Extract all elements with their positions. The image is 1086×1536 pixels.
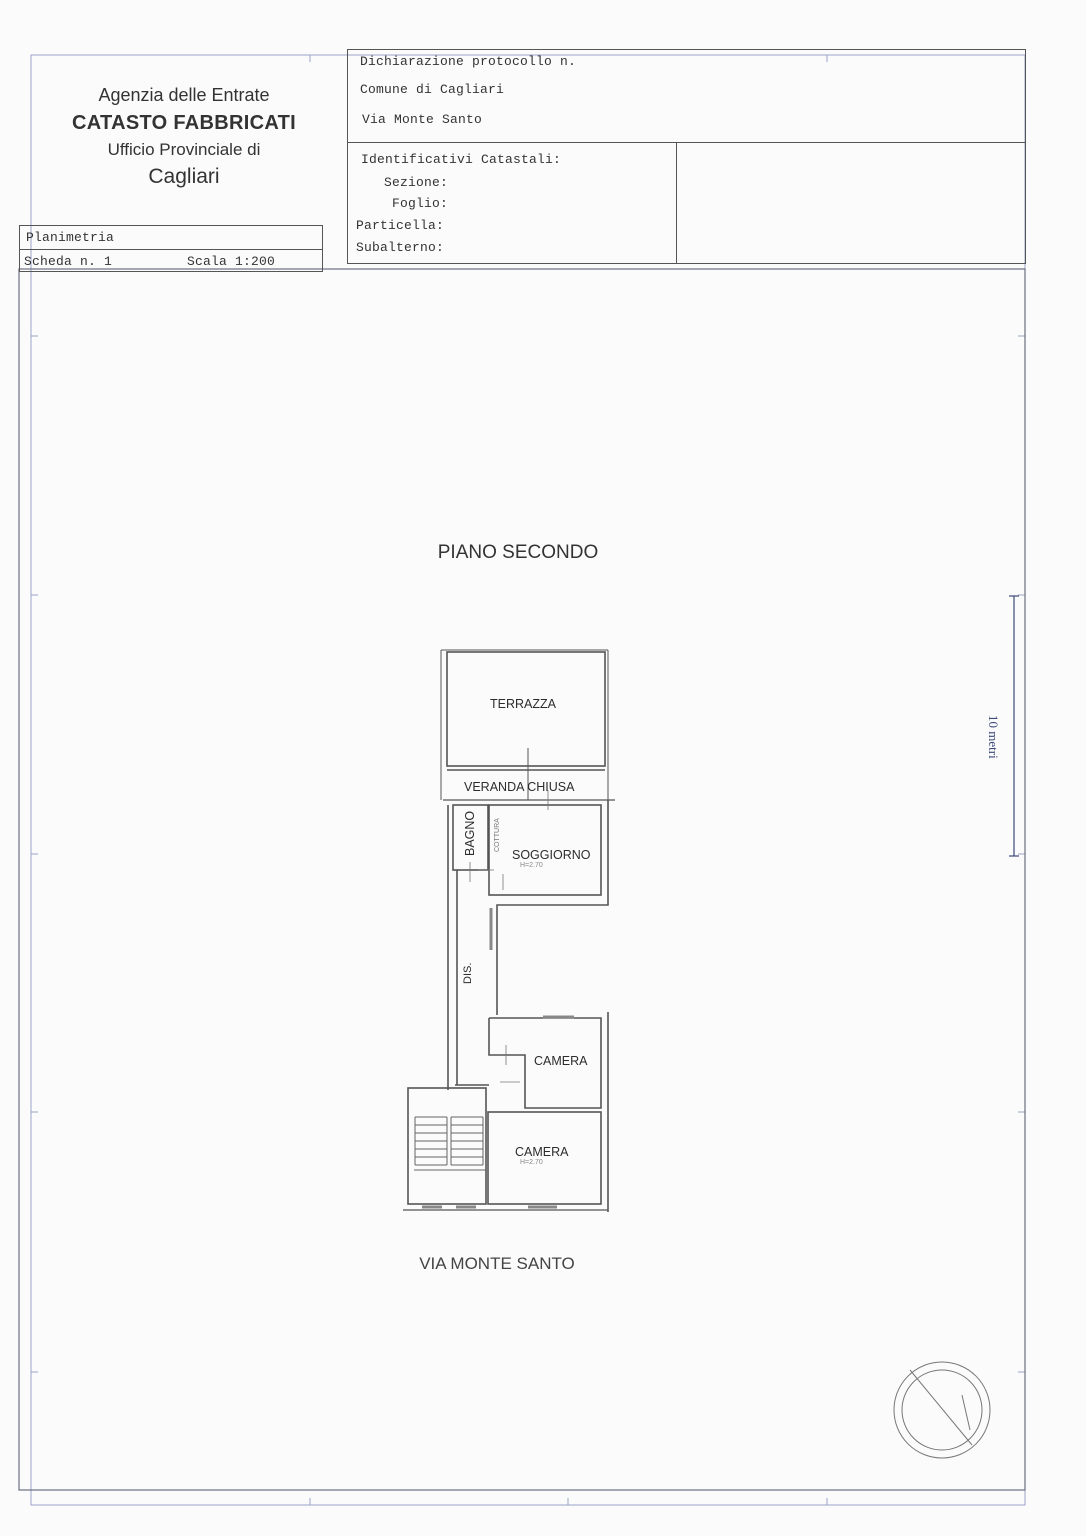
room-bagno: BAGNO xyxy=(463,810,477,856)
protocol-label: Dichiarazione protocollo n. xyxy=(360,54,577,69)
comune-label: Comune di Cagliari xyxy=(360,82,505,97)
scale-bar xyxy=(1009,596,1019,856)
agency-office: Ufficio Provinciale di xyxy=(107,140,261,159)
sheet-scale: Scala 1:200 xyxy=(187,254,276,269)
sheet-type: Planimetria xyxy=(26,230,115,245)
north-compass xyxy=(894,1362,990,1458)
room-veranda: VERANDA CHIUSA xyxy=(464,780,575,794)
foglio-label: Foglio: xyxy=(392,196,449,211)
agency-city: Cagliari xyxy=(148,165,220,188)
scale-bar-label: 10 metri xyxy=(986,715,1001,759)
room-terrazza: TERRAZZA xyxy=(490,697,556,711)
agency-block xyxy=(44,85,324,189)
sezione-label: Sezione: xyxy=(384,175,449,190)
identifiers-title: Identificativi Catastali: xyxy=(361,152,562,167)
soggiorno-height: H=2.70 xyxy=(520,862,543,869)
drawing-frame xyxy=(19,269,1025,1490)
camera-2-height: H=2.70 xyxy=(520,1159,543,1166)
declaration-divider xyxy=(348,142,1025,143)
agency-department: CATASTO FABBRICATI xyxy=(72,112,296,134)
room-camera-1: CAMERA xyxy=(534,1054,588,1068)
room-cottura: COTTURA xyxy=(494,818,501,852)
floor-plan xyxy=(403,650,615,1212)
room-camera-2: CAMERA xyxy=(515,1145,569,1159)
sheet-info-box xyxy=(19,225,323,272)
identifier-divider xyxy=(676,142,677,263)
address-label: Via Monte Santo xyxy=(362,112,483,127)
particella-label: Particella: xyxy=(356,218,445,233)
street-name: VIA MONTE SANTO xyxy=(419,1254,575,1273)
sheet-number: Scheda n. 1 xyxy=(24,254,113,269)
floor-title: PIANO SECONDO xyxy=(437,542,599,563)
declaration-box xyxy=(347,49,1026,264)
sheet-divider xyxy=(20,249,322,250)
agency-name: Agenzia delle Entrate xyxy=(98,85,270,105)
room-soggiorno: SOGGIORNO xyxy=(512,848,591,862)
room-dis: DIS. xyxy=(462,962,474,984)
subalterno-label: Subalterno: xyxy=(356,240,445,255)
